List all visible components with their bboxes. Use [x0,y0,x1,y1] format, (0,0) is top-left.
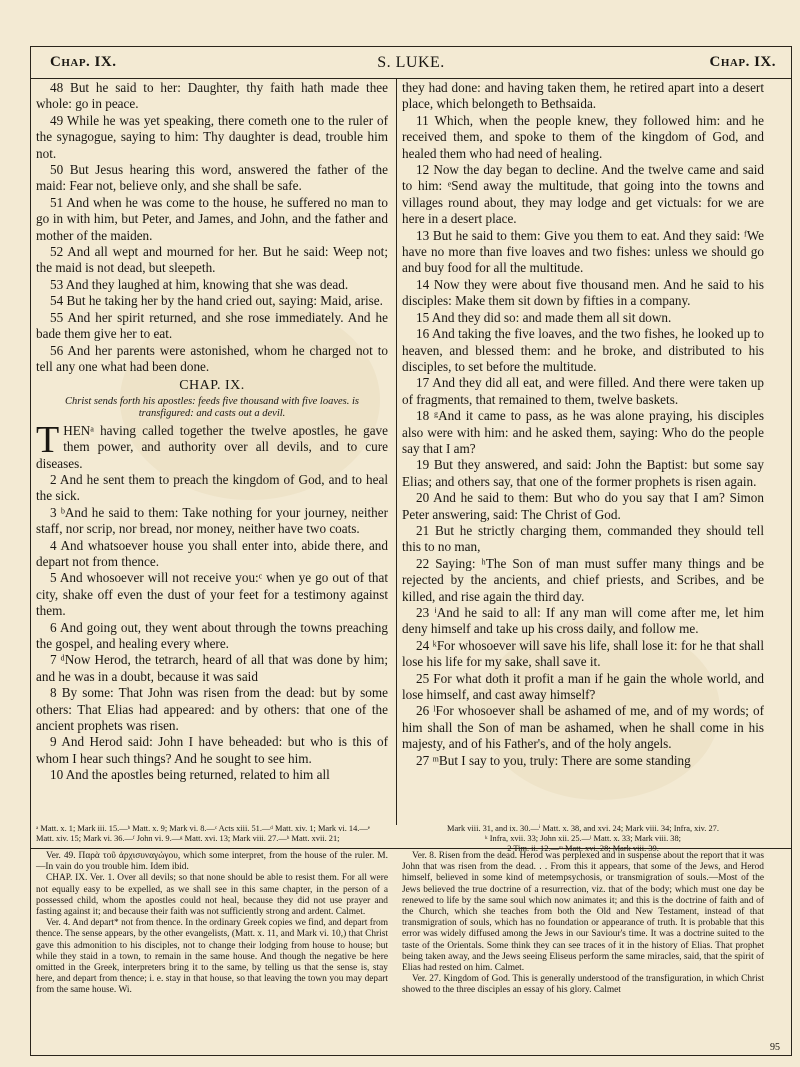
commentary-note: Ver. 4. And depart* not from thence. In the ordinary Greek copies we find, and depart from thence. The sense appears, by the other evangelists, (Matt. x. 11, and Mark vi. 10,) that Christ gave this admonition to his disciples, not to change their lodging from house to house; but while they staid in a town, to remain in the same house. And though the negative be here omitted in the Greek, interpreters bring it to the same, by telling us that the sense is, stay here, and depart from thence; i. e. stay in that house, so that leaving the town you may depart from the same house. Wi. [36,918,388,996]
commentary-note: Ver. 49. Παρὰ τοῦ ἀρχισυναγώγου, which some interpret, from the house of the ruler. M.—In vain do you trouble him. Idem ibid. [36,851,388,873]
verse: 2 And he sent them to preach the kingdom of God, and to heal the sick. [36,471,388,504]
left-column [36,80,388,820]
verse: 12 Now the day began to decline. And the twelve came and said to him: ᵉSend away the multitude, that going into the towns and villages round about, they may lodge and get victuals: for we are here in a desert place. [402,162,764,227]
verse-first [36,418,388,472]
verse: 27 ᵐBut I say to you, truly: There are some standing [416,752,691,768]
verse: 19 But they answered, and said: John the Baptist: but some say Elias; and others say, that one of the former prophets is risen again. [402,457,764,489]
verse-continued: they had done: and having taken them, he retired apart into a desert place, which belongeth to Bethsaida. [402,80,764,112]
column-separator [396,78,397,825]
verse: 55 And her spirit returned, and she rose immediately. And he bade them give her to eat. [36,309,388,342]
verse: 51 And when he was come to the house, he suffered no man to go in with him, but Peter, and James, and John, and the father and mother of the maiden. [36,194,388,243]
verse: 26 ˡFor whosoever shall be ashamed of me, and of my words; of him shall the Son of man be ashamed, when he shall come in his majesty, and of his Father's, and of the holy angels. [402,703,764,752]
verse: 56 And her parents were astonished, whom he charged not to tell any one what had been done. [36,342,388,374]
verse: 10 And the apostles being returned, related to him all [50,767,330,783]
verse: 13 But he said to them: Give you them to eat. And they said: ᶠWe have no more than five loaves and two fishes: unless we should go and buy food for all the multitude. [402,227,764,276]
verse-first-text: HENᵃ having called together the twelve apostles, he gave them power, and authority over all devils, and to cure diseases. [36,422,388,471]
verse: 7 ᵈNow Herod, the tetrarch, heard of all that was done by him; and he was in a doubt, because it was said [36,652,388,684]
verse: 15 And they did so: and made them all sit down. [416,309,672,325]
verse: 8 By some: That John was risen from the dead: but by some others: That Elias had appeared: and by others: that one of the ancient prophets was risen. [36,685,388,734]
chapter-heading: CHAP. IX. [179,378,245,394]
verse: 48 But he said to her: Daughter, thy faith hath made thee whole: go in peace. [36,80,388,112]
commentary-note: CHAP. IX. Ver. 1. Over all devils; so that none should be able to resist them. For all were not equally easy to be expelled, as we shall see in this same chapter, in the person of a possessed child, whom the apostles could not heal, because they did not use prayer and fasting against it; and because their faith was not sufficiently strong and ardent. Calmet. [36,873,388,918]
verse: 25 For what doth it profit a man if he gain the whole world, and lose himself, and cast away himself? [402,670,764,703]
verse: 20 And he said to them: But who do you say that I am? Simon Peter answering, said: The Christ of God. [402,490,764,522]
notes-rule [30,848,792,849]
verse: 22 Saying: ʰThe Son of man must suffer many things and be rejected by the ancients, and chief priests, and Scribes, and be killed, and rise again the third day. [402,555,764,604]
verse: 11 Which, when the people knew, they followed him: and he received them, and spoke to them of the kingdom of God, and healed them who had need of healing. [402,112,764,161]
commentary-left [36,851,388,997]
running-header [30,48,792,78]
right-column [402,80,764,820]
verse: 6 And going out, they went about through the towns preaching the gospel, and healing every where. [36,619,388,651]
verse: 17 And they did all eat, and were filled. And there were taken up of fragments, that remained to them, twelve baskets. [402,375,764,407]
commentary-right [402,851,764,997]
verse: 54 But he taking her by the hand cried out, saying: Maid, arise. [50,293,383,309]
page-number: 95 [770,1042,780,1053]
verse: 50 But Jesus hearing this word, answered the father of the maid: Fear not, believe only, and she shall be safe. [36,162,388,194]
verse: 53 And they laughed at him, knowing that she was dead. [50,276,349,292]
cross-reference-line: Mark viii. 31, and ix. 30.—ⁱ Matt. x. 38, and xvi. 24; Mark viii. 34; Infra, xiv. 27. [447,824,719,833]
verse: 24 ᵏFor whosoever will save his life, shall lose it: for he that shall lose his life for my sake, shall save it. [402,637,764,670]
verse: 9 And Herod said: John I have beheaded: but who is this of whom I hear such things? And he sought to see him. [36,734,388,766]
verse: 16 And taking the five loaves, and the two fishes, he looked up to heaven, and blessed them: and he broke, and distributed to his disciples, to set before the multitude. [402,326,764,374]
header-chapter-right: Chap. IX. [709,54,776,70]
verse: 49 While he was yet speaking, there cometh one to the ruler of the synagogue, saying to him: Thy daughter is dead, trouble him not. [36,112,388,161]
header-chapter-left: Chap. IX. [50,54,117,70]
commentary-note: Ver. 27. Kingdom of God. This is generally understood of the transfiguration, in which Christ showed to the three disciples an essay of his glory. Calmet [402,974,764,996]
cross-reference-line: 2 Tim. ii. 12.—ᵐ Matt. xvi. 28; Mark viii. 39. [507,844,659,853]
verse: 14 Now they were about five thousand men. And he said to his disciples: Make them sit down by fifties in a company. [402,276,764,309]
verse: 4 And whatsoever house you shall enter into, abide there, and depart not from thence. [36,537,388,569]
verse: 52 And all wept and mourned for her. But he said: Weep not; the maid is not dead, but sleepeth. [36,244,388,276]
cross-references-right [402,824,764,854]
chapter-summary: Christ sends forth his apostles: feeds five thousand with five loaves. is transfigured: and casts out a devil. [65,395,359,419]
cross-references-left: ᵃ Matt. x. 1; Mark iii. 15.—ᵇ Matt. x. 9; Mark vi. 8.—ᶜ Acts xiii. 51.—ᵈ Matt. xiv. 1; Mark vi. 14.—ᵉ Matt. xiv. 15; Mark vi. 36.—ᶠ John vi. 9.—ᵍ Matt. xvi. 13; Mark viii. 27.—ʰ Matt. xvii. 21; [36,824,370,843]
verse: 3 ᵇAnd he said to them: Take nothing for your journey, neither staff, nor scrip, nor bread, nor money, neither have two coats. [36,504,388,537]
verse: 21 But he strictly charging them, commanded they should tell this to no man, [402,522,764,555]
cross-reference-line: ᵏ Infra, xvii. 33; John xii. 25.—ˡ Matt. x. 33; Mark viii. 38; [485,834,681,843]
commentary-note: Ver. 8. Risen from the dead. Herod was perplexed and in suspense about the report that it was John that was risen from the dead. . . From this it appears, that some of the Jews, and Herod himself, believed in some kind of metempsychosis, or transmigration of souls.—Most of the Jews believed the true doctrine of a resurrection, viz. that of the body; which must one day be renewed to life by the same soul which now animates it; and this is the doctrine of faith and of the Church, which she teaches from both the Old and New Testament, instead of that transmigration of souls, which has no foundation or appearance of truth. It is probable that this error was widely diffused among the Jews in our Saviour's time. It was a doctrine suited to the taste of the Orientals. Some think they can see traces of it in the history of Elias. That prophet being taken away, and the Jews seeing Eliseus perform the same miracles, said, that the spirit of Elias had rested on him. Calmet. [402,851,764,974]
verse: 18 ᵍAnd it came to pass, as he was alone praying, his disciples also were with him: and he asked them, saying: Who do the people say that I am? [402,408,764,456]
drop-cap: T [36,418,60,461]
verse: 23 ⁱAnd he said to all: If any man will come after me, let him deny himself and take up his cross daily, and follow me. [402,605,764,637]
verse: 5 And whosoever will not receive you:ᶜ when ye go out of that city, shake off even the dust of your feet for a testimony against them. [36,570,388,619]
header-rule [30,78,792,79]
header-book-title: S. LUKE. [377,54,445,71]
